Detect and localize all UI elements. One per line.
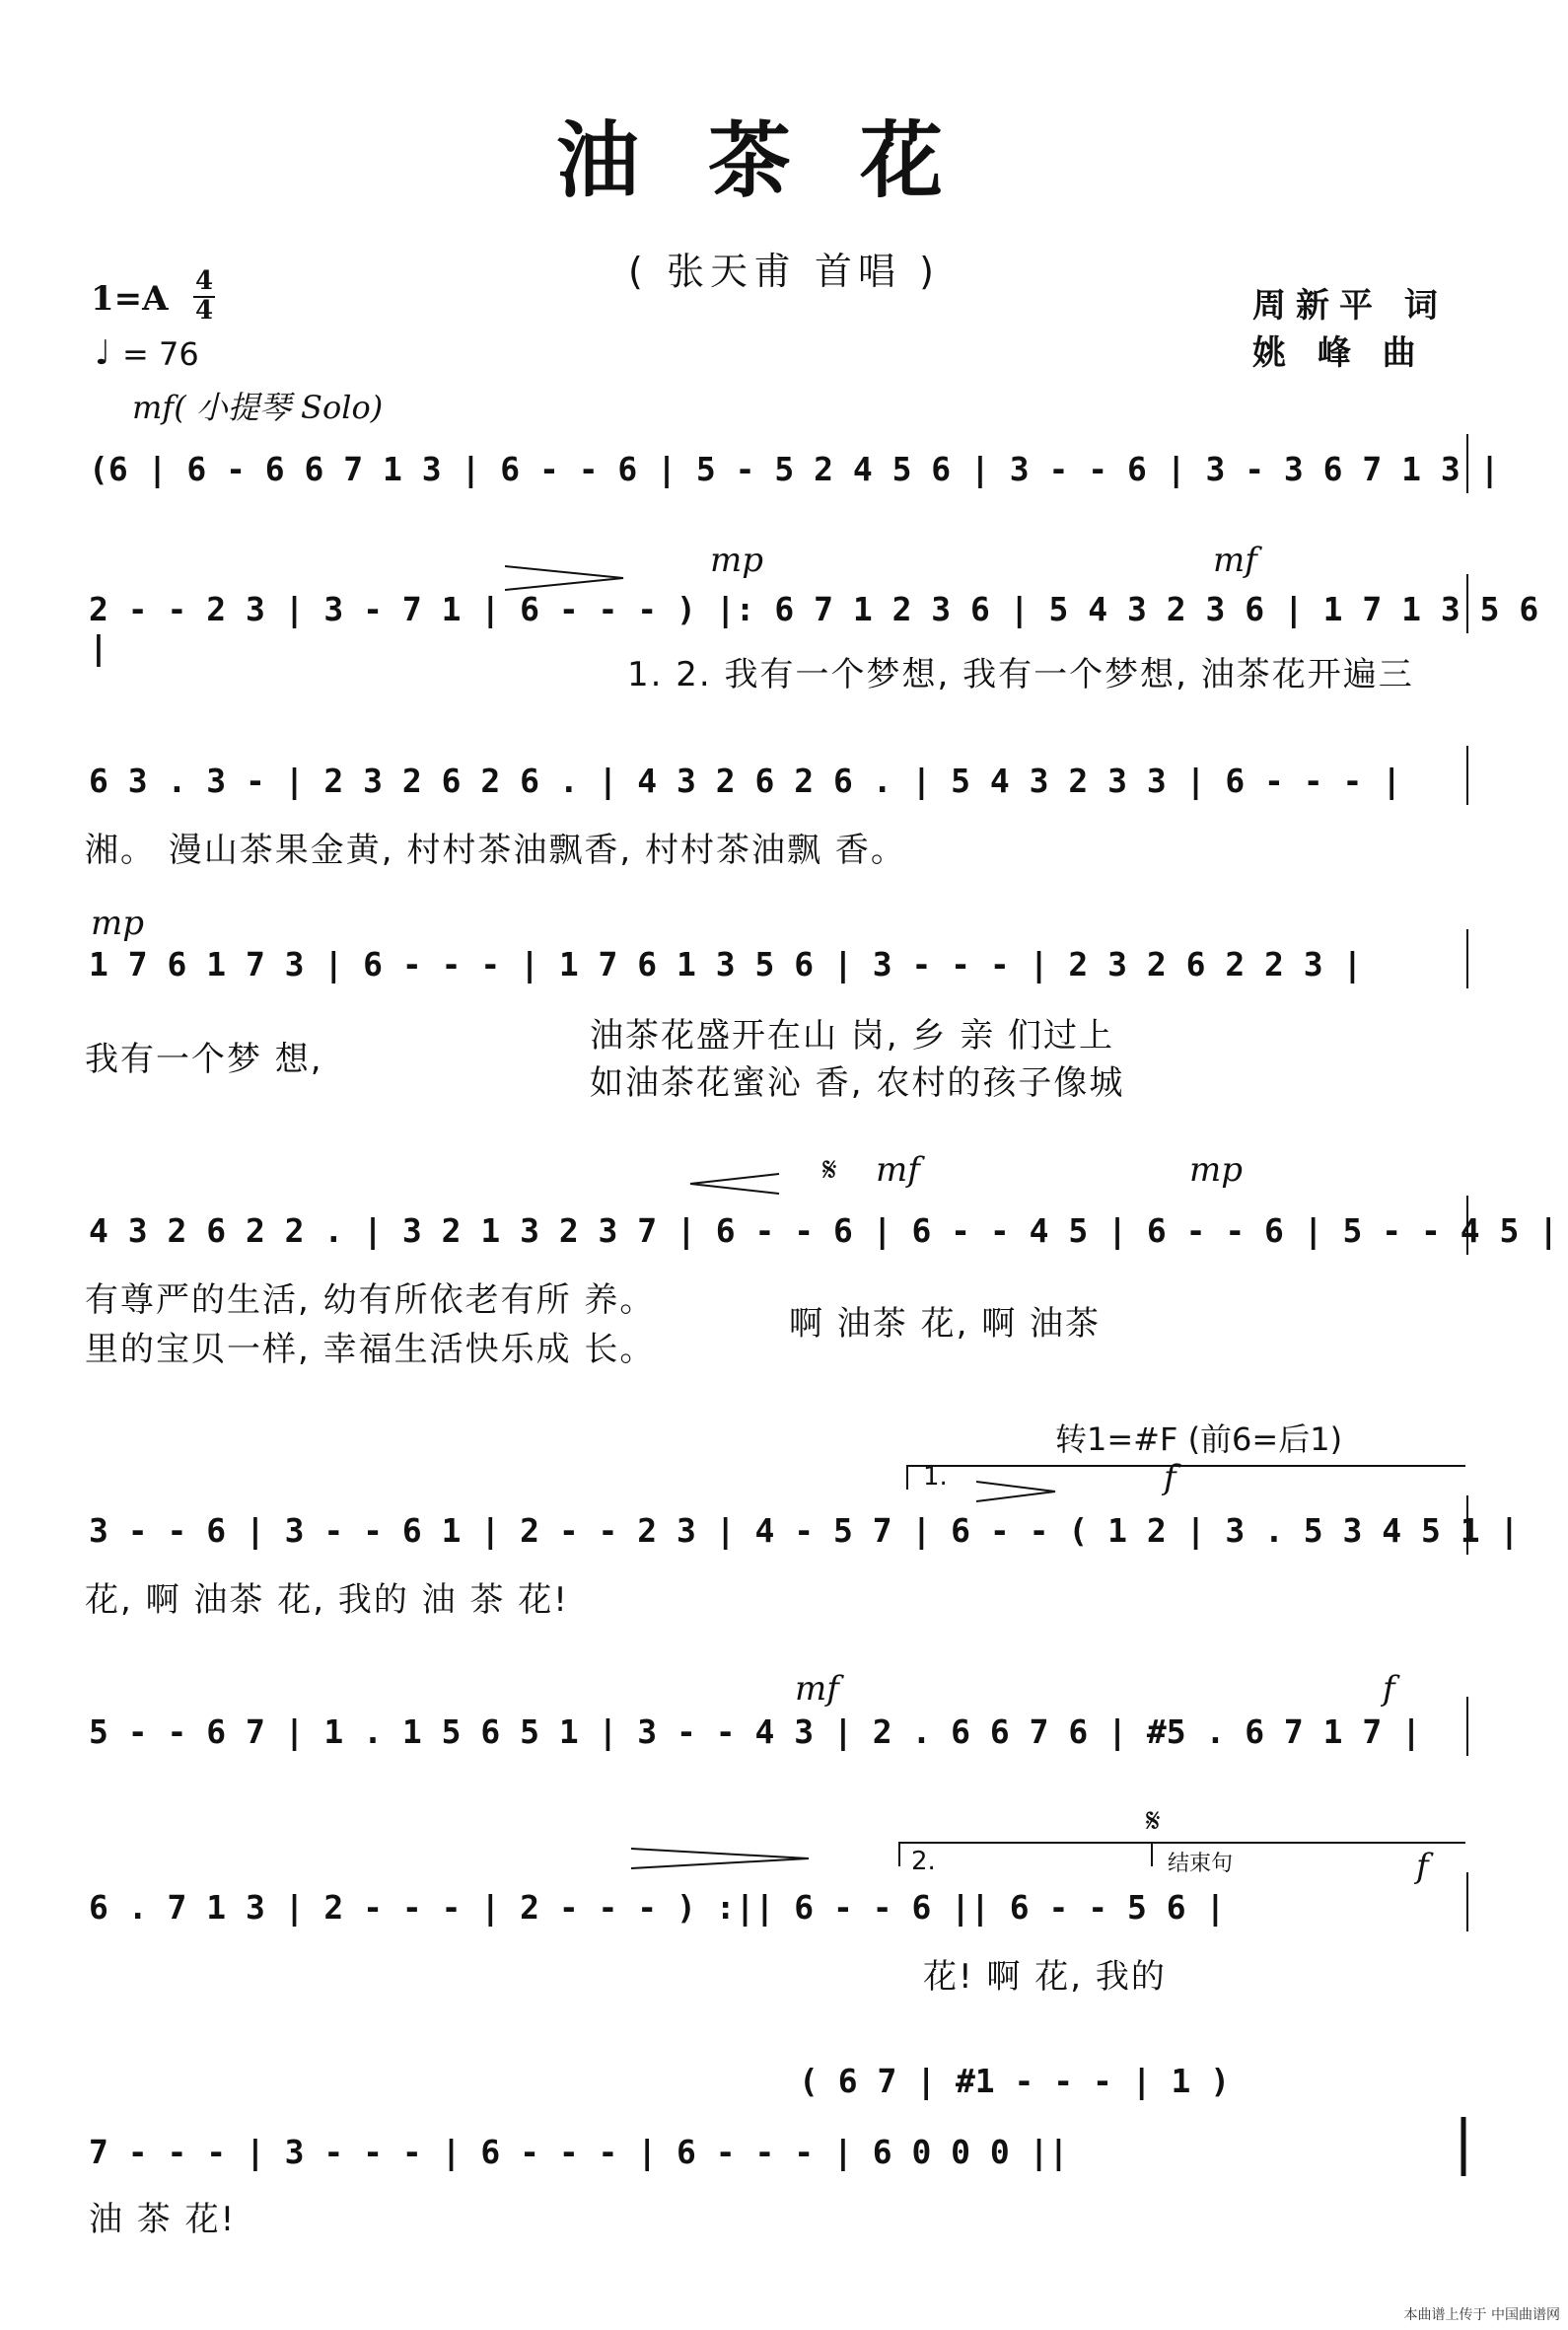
ending-label: 结束句 [1168,1852,1234,1876]
composer: 姚 峰 曲 [1252,333,1426,373]
system-9-notation: 7 - - - | 3 - - - | 6 - - - | 6 - - - | 6 0 0 0 || [89,2133,1069,2171]
intro-marking: mf( 小提琴 Solo) [132,389,384,426]
system-9-upper-notation: ( 6 7 | #1 - - - | 1 ) [799,2062,1231,2100]
key-signature: 1=A [91,279,169,319]
system-5-notation: 4 3 2 6 2 2 . | 3 2 1 3 2 3 7 | 6 - - 6 | 6 - - 4 5 | 6 - - 6 | 5 - - 4 5 | [89,1211,1559,1250]
system-8-lyrics: 花! 啊 花, 我的 [923,1957,1167,1997]
system-5-lyrics-verse-2: 里的宝贝一样, 幸福生活快乐成 长。 [85,1330,656,1369]
dynamic-mp-1: mp [710,541,764,580]
system-1-notation: (6 | 6 - 6 6 7 1 3 | 6 - - 6 | 5 - 5 2 4 5 6 | 3 - - 6 | 3 - 3 6 7 1 3 | [89,450,1500,488]
time-signature-bottom: 4 [195,296,214,326]
modulation-marking: 转1=#F (前6=后1) [1055,1420,1343,1458]
segno-icon: 𝄋 [822,1150,837,1190]
quarter-note-icon: ♩ [95,333,111,373]
dynamic-mp-2: mp [91,904,145,943]
dynamic-mf-1: mf [1213,541,1257,580]
dynamic-mf-2: mf [876,1150,920,1190]
system-5-lyrics-refrain: 啊 油茶 花, 啊 油茶 [789,1304,1102,1344]
system-2-lyrics: 1. 2. 我有一个梦想, 我有一个梦想, 油茶花开遍三 [627,655,1414,694]
volta-1-label: 1. [923,1462,948,1492]
dynamic-f-1: f [1164,1458,1176,1497]
footer-credit: 本曲谱上传于 中国曲谱网 [1403,2307,1560,2323]
segno-icon-2: 𝄋 [1146,1801,1161,1841]
system-6-notation: 3 - - 6 | 3 - - 6 1 | 2 - - 2 3 | 4 - 5 7 | 6 - - ( 1 2 | 3 . 5 3 4 5 1 | [89,1511,1520,1550]
system-6-lyrics: 花, 啊 油茶 花, 我的 油 茶 花! [85,1580,569,1620]
dynamic-mp-3: mp [1189,1150,1244,1190]
system-4-lyrics-a: 我有一个梦 想, [85,1040,323,1079]
system-5-lyrics-verse-1: 有尊严的生活, 幼有所依老有所 养。 [85,1280,656,1320]
lyricist: 周新平 词 [1252,286,1448,326]
system-3-lyrics: 湘。 漫山茶果金黄, 村村茶油飘香, 村村茶油飘 香。 [85,831,906,870]
system-4-notation: 1 7 6 1 7 3 | 6 - - - | 1 7 6 1 3 5 6 | 3 - - - | 2 3 2 6 2 2 3 | [89,945,1363,983]
system-4-lyrics-verse-2: 如油茶花蜜沁 香, 农村的孩子像城 [590,1063,1125,1103]
song-title: 油茶花 [555,111,1012,209]
volta-2-label: 2. [911,1847,936,1876]
system-8-notation: 6 . 7 1 3 | 2 - - - | 2 - - - ) :|| 6 - - 6 || 6 - - 5 6 | [89,1888,1226,1927]
dynamic-mf-3: mf [795,1669,839,1709]
singer-credit: ( 张天甫 首唱 ) [628,250,940,293]
system-4-lyrics-verse-1: 油茶花盛开在山 岗, 乡 亲 们过上 [590,1016,1115,1056]
system-7-notation: 5 - - 6 7 | 1 . 1 5 6 5 1 | 3 - - 4 3 | 2 . 6 6 7 6 | #5 . 6 7 1 7 | [89,1712,1422,1751]
time-signature-top: 4 [195,266,214,296]
dynamic-f-3: f [1416,1847,1429,1886]
system-2-notation: 2 - - 2 3 | 3 - 7 1 | 6 - - - ) |: 6 7 1 2 3 6 | 5 4 3 2 3 6 | 1 7 1 3 5 6 | [89,590,1539,667]
system-3-notation: 6 3 . 3 - | 2 3 2 6 2 6 . | 4 3 2 6 2 6 . | 5 4 3 2 3 3 | 6 - - - | [89,762,1402,800]
dynamic-f-2: f [1383,1669,1395,1709]
system-9-lyrics: 油 茶 花! [89,2200,237,2239]
tempo: = 76 [122,335,199,373]
